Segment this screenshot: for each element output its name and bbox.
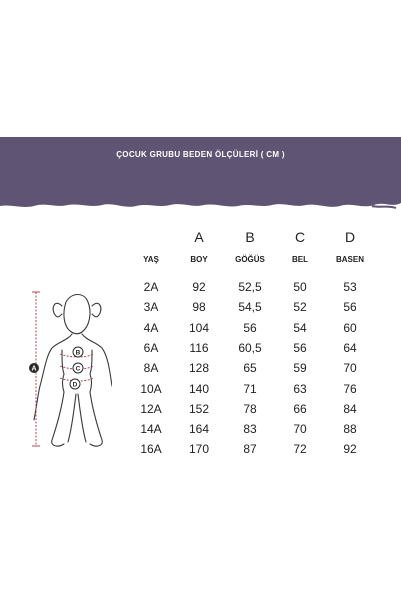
table-cell: 64 [343, 340, 357, 355]
column-header: BEL [292, 255, 308, 264]
column-letter: A [194, 229, 204, 245]
table-cell: 56 [293, 340, 307, 355]
row-age-cell: 10A [140, 381, 162, 396]
row-age-cell: 4A [143, 320, 159, 335]
table-cell: 63 [293, 381, 307, 396]
table-cell: 52,5 [238, 280, 262, 294]
header-banner [0, 137, 401, 203]
table-cell: 60,5 [238, 340, 262, 355]
table-cell: 50 [293, 280, 307, 294]
table-cell: 152 [188, 401, 210, 416]
table-cell: 140 [188, 381, 210, 396]
table-cell: 164 [188, 422, 210, 437]
table-cell: 92 [343, 442, 357, 457]
row-age-cell: 2A [143, 280, 159, 294]
table-cell: 56 [243, 320, 257, 335]
table-cell: 87 [243, 442, 257, 457]
table-cell: 170 [188, 442, 210, 457]
page-title: ÇOCUK GRUBU BEDEN ÖLÇÜLERİ ( CM ) [116, 150, 285, 159]
table-cell: 60 [343, 320, 357, 335]
table-cell: 83 [243, 422, 257, 437]
table-cell: 65 [243, 361, 257, 376]
row-age-cell: 6A [143, 340, 159, 355]
table-cell: 52 [293, 300, 307, 315]
marker-c-label: C [75, 365, 81, 373]
table-cell: 98 [192, 300, 206, 315]
column-letter: D [344, 229, 356, 245]
banner-torn-edge [0, 196, 401, 212]
table-cell: 78 [243, 401, 257, 416]
figure-markers [29, 347, 83, 389]
table-cell: 92 [192, 280, 206, 294]
row-age-cell: 12A [140, 401, 162, 416]
table-cell: 59 [293, 361, 307, 376]
column-letter: C [294, 229, 306, 245]
table-cell: 54 [293, 320, 307, 335]
row-age-cell: 8A [143, 361, 159, 376]
marker-d-label: D [72, 381, 78, 389]
table-cell: 54,5 [238, 300, 262, 315]
column-header: BASEN [335, 255, 364, 264]
column-header: YAŞ [143, 255, 159, 264]
row-age-cell: 14A [140, 422, 162, 437]
row-age-cell: 16A [140, 442, 162, 457]
table-cell: 128 [188, 361, 210, 376]
marker-a-label: A [31, 365, 37, 373]
table-cell: 88 [343, 422, 357, 437]
column-header: BOY [190, 255, 208, 264]
table-cell: 71 [243, 381, 257, 396]
table-cell: 72 [293, 442, 307, 457]
table-cell: 66 [293, 401, 307, 416]
table-cell: 84 [343, 401, 357, 416]
table-cell: 53 [343, 280, 357, 294]
column-header: GÖĞÜS [235, 255, 265, 264]
table-cell: 104 [188, 320, 210, 335]
table-cell: 76 [343, 381, 357, 396]
column-letter: B [245, 229, 255, 245]
child-figure [22, 282, 112, 452]
table-cell: 56 [343, 300, 357, 315]
table-cell: 70 [293, 422, 307, 437]
table-cell: 70 [343, 361, 357, 376]
row-age-cell: 3A [143, 300, 159, 315]
marker-b-label: B [75, 349, 81, 357]
table-cell: 116 [189, 340, 209, 355]
